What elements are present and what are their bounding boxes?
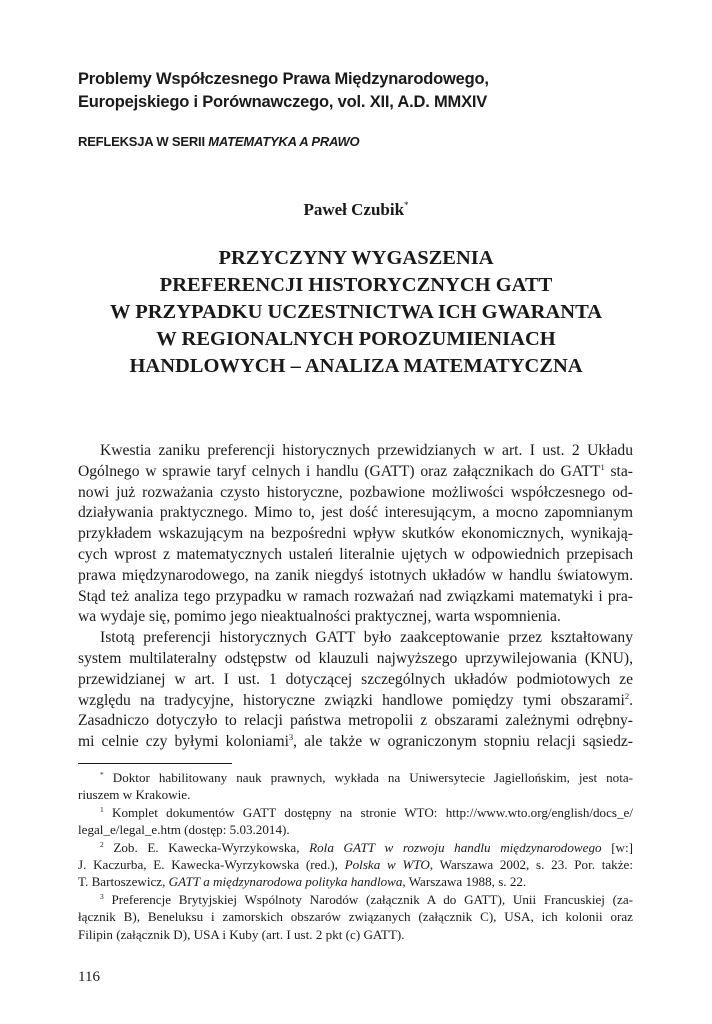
series-heading bbox=[78, 134, 359, 149]
footnote-line: $^1$ Komplet dokumentów GATT dostępny na stronie WTO: http://www.wto.org/english/docs_e/ bbox=[100, 804, 633, 820]
body-line: przykładem wskazującym na bezpośredni wpływ skutków ekonomicznych, wynikają- bbox=[78, 525, 633, 543]
footnote-line: T. Bartoszewicz, GATT a międzynarodowa polityka handlowa, Warszawa 1988, s. 22. bbox=[78, 874, 527, 890]
author bbox=[0, 200, 712, 220]
footnote-line: $^3$ Preferencje Brytyjskiej Wspólnoty Narodów (załącznik A do GATT), Unii Francuskiej (za- bbox=[100, 891, 633, 907]
body-line: działywania praktycznego. Mimo to, jest dość interesującym, a mocno zapomnianym bbox=[78, 504, 633, 522]
footnote-line: riuszem w Krakowie. bbox=[78, 787, 191, 803]
title-line: W PRZYPADKU UCZESTNICTWA ICH GWARANTA bbox=[109, 301, 603, 323]
footnotes bbox=[78, 769, 633, 943]
series-name: MATEMATYKA A PRAWO bbox=[208, 134, 360, 149]
footnote-line: $^2$ Zob. E. Kawecka-Wyrzykowska, Rola GATT w rozwoju handlu międzynarodowego [w:] bbox=[100, 839, 634, 855]
footnote-ref: 3 bbox=[288, 732, 294, 743]
body-line: nowi już rozważania czysto historyczne, pozbawione możliwości współczesnego od- bbox=[78, 483, 633, 501]
article-title bbox=[60, 245, 652, 380]
body-line: przewidzianej w art. I ust. 1 dotyczącej szczególnych układów podmiotowych ze bbox=[78, 670, 633, 688]
title-line: HANDLOWYCH – ANALIZA MATEMATYCZNA bbox=[129, 355, 583, 377]
body-line: Ogólnego w sprawie taryf celnych i handlu (GATT) oraz załącznikach do GATT$^1$ sta- bbox=[78, 461, 633, 480]
footnote-ref: 1 bbox=[600, 461, 605, 472]
body-line: względu na tradycyjne, historyczne związki handlowe pomiędzy tymi obszarami$^2$. bbox=[78, 690, 633, 709]
body-line: prawa międzynarodowego, na zanik niegdyś istotnych układów w handlu światowym. bbox=[78, 566, 633, 584]
body-line: cych wprost z matematycznych ustaleń literalnie ujętych w odpowiednich przepisach bbox=[78, 545, 633, 563]
body-line: system multilateralny odstępstw od klauzuli najwyższego uprzywilejowania (KNU), bbox=[78, 649, 633, 667]
author-name: Paweł Czubik bbox=[303, 200, 405, 219]
author-footnote-mark: * bbox=[404, 200, 409, 210]
footnote-mark: 2 bbox=[100, 839, 104, 849]
footnote-line: * Doktor habilitowany nauk prawnych, wykłada na Uniwersytecie Jagiellońskim, jest nota- bbox=[100, 770, 633, 785]
footnote-mark: 3 bbox=[100, 891, 104, 901]
body-line: wa wydaje się, pomimo jego nieaktualności praktycznej, warta wspomnienia. bbox=[78, 608, 561, 626]
footnote-mark: 1 bbox=[100, 804, 104, 814]
footnote-line: Filipin (załącznik D), USA i Kuby (art. I ust. 2 pkt (c) GATT). bbox=[78, 926, 405, 942]
body-line: Kwestia zaniku preferencji historycznych przewidzianych w art. I ust. 2 Układu bbox=[100, 442, 633, 459]
title-line: W REGIONALNYCH POROZUMIENIACH bbox=[156, 328, 556, 350]
page-number: 116 bbox=[78, 969, 100, 985]
footnote-line: łącznik B), Beneluksu i zamorskich obszarów związanych (załącznik C), USA, ich kolonii oraz bbox=[78, 909, 633, 925]
footnote-separator bbox=[78, 763, 232, 764]
body-line: Stąd też analiza tego przypadku w ramach rozważań nad związkami matematyki i pra- bbox=[78, 587, 633, 605]
article-body bbox=[78, 441, 633, 753]
footnote-line: J. Kaczurba, E. Kawecka-Wyrzykowska (red.), Polska w WTO, Warszawa 2002, s. 23. Por. także: bbox=[78, 857, 633, 873]
footnote-ref: 2 bbox=[624, 690, 630, 701]
body-line: Zasadniczo dotyczyło to relacji państwa metropolii z obszarami zależnymi odrębny- bbox=[78, 712, 633, 730]
body-line: Istotą preferencji historycznych GATT było zaakceptowanie przez kształtowany bbox=[100, 629, 633, 647]
footnote-mark: * bbox=[100, 770, 104, 779]
journal-title-line-1: Problemy Współczesnego Prawa Międzynarodowego, bbox=[78, 70, 489, 88]
footnote-line: legal_e/legal_e.htm (dostęp: 5.03.2014). bbox=[78, 822, 290, 838]
title-line: PREFERENCJI HISTORYCZNYCH GATT bbox=[159, 274, 553, 296]
journal-title-line-2: Europejskiego i Porównawczego, vol. XII, A.D. MMXIV bbox=[78, 93, 488, 111]
series-prefix: REFLEKSJA W SERII bbox=[78, 134, 209, 149]
title-line: PRZYCZYNY WYGASZENIA bbox=[218, 247, 494, 269]
body-line: mi celnie czy byłymi koloniami$^3$, ale także w ograniczonym stopniu relacji sąsiedz- bbox=[78, 732, 633, 751]
